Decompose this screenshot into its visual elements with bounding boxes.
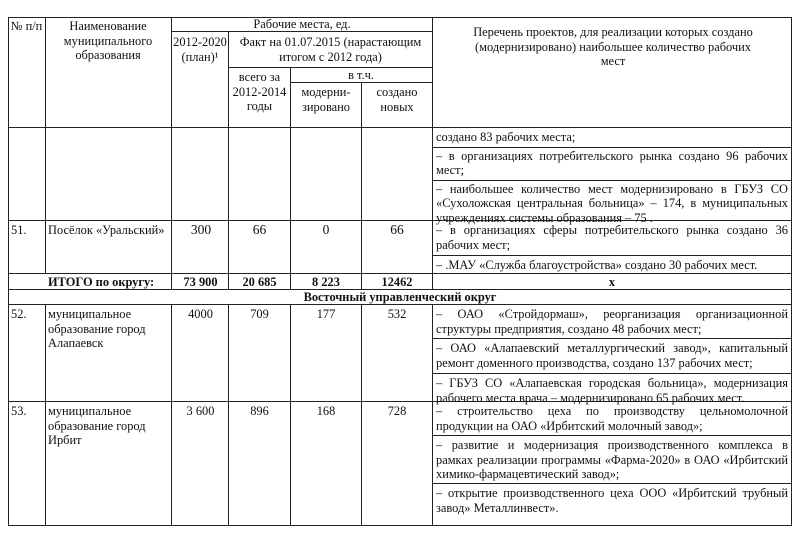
col-line-num-b <box>45 304 46 526</box>
total-created: 12462 <box>381 275 413 289</box>
header-fact: Факт на 01.07.2015 (нарастающим итогом с 2012 года) <box>239 35 422 64</box>
rule-total-top <box>8 273 792 274</box>
row52-project-2: – ОАО «Алапаевский металлургический завод», капитальный ремонт доменного производства, создано 137 рабочих мест; <box>436 341 788 370</box>
col-line-name-b <box>171 304 172 526</box>
jobs-table <box>8 17 792 526</box>
cont-line-1: создано 83 рабочих места; <box>436 130 576 144</box>
row52-created: 532 <box>387 307 407 321</box>
row53-name: муниципальное образование город Ирбит <box>48 404 146 447</box>
col-line-total <box>290 67 291 289</box>
total-total: 20 685 <box>242 275 277 289</box>
rule-row51-sub <box>432 255 792 256</box>
row52-num: 52. <box>11 307 27 321</box>
row51-num: 51. <box>11 223 27 237</box>
header-created: создано новых <box>376 85 418 114</box>
rule-row53-b <box>432 483 792 484</box>
col-line-total-b <box>290 304 291 526</box>
header-jobs-units: Рабочие места, ед. <box>253 17 351 31</box>
col-line-created-b <box>432 304 433 526</box>
header-incl: в т.ч. <box>348 68 374 82</box>
header-projects: Перечень проектов, для реализации которых создано (модернизировано) наибольшее количество рабочих мест <box>473 25 753 68</box>
row52-modernized: 177 <box>316 307 336 321</box>
total-modernized: 8 223 <box>312 275 340 289</box>
rule-row52-b <box>432 373 792 374</box>
total-label: ИТОГО по округу: <box>48 275 155 289</box>
header-modernized: модерни-зировано <box>301 85 351 114</box>
col-line-mod <box>361 82 362 289</box>
cont-projects <box>436 130 788 225</box>
total-x: x <box>608 275 616 289</box>
row52-project-3: – ГБУЗ СО «Алапаевская городская больница», модернизация рабочего места врача – модернизировано 65 рабочих мест. <box>436 376 788 405</box>
row53-project-2: – развитие и модернизация производственного комплекса в рамках реализации программы «Фарма-2020» в ОАО «Ирбитский химико-фармацевтический завод»; <box>436 438 788 481</box>
district-title: Восточный управленческий округ <box>303 290 497 304</box>
cont-line-3: – наибольшее количество мест модернизировано в ГБУЗ СО «Сухоложская центральная больница» – 174, в муниципальных учреждениях системы образования – 75 . <box>432 180 792 226</box>
row51-project-1: – в организациях сферы потребительского рынка создано 36 рабочих мест; <box>436 223 788 252</box>
row51-name: Посёлок «Уральский» <box>48 223 165 237</box>
total-plan: 73 900 <box>183 275 218 289</box>
col-line-plan <box>228 31 229 289</box>
row53-modernized: 168 <box>316 404 336 418</box>
col-line-mod-b <box>361 304 362 526</box>
row51-total: 66 <box>252 222 267 237</box>
col-line-num <box>45 17 46 273</box>
row52-project-1: – ОАО «Стройдормаш», реорганизация организационной структуры предприятия, создано 48 рабочих мест; <box>436 307 788 336</box>
header-municipality: Наименование муниципального образования <box>63 19 153 62</box>
row53-created: 728 <box>387 404 407 418</box>
col-line-right <box>791 17 792 526</box>
row53-num: 53. <box>11 404 27 418</box>
row51-project-2: – .МАУ «Служба благоустройства» создано 30 рабочих мест. <box>436 258 758 272</box>
row52-plan: 4000 <box>188 307 213 321</box>
row52-total: 709 <box>250 307 269 321</box>
row53-project-1: – строительство цеха по производству цельномолочной продукции на ОАО «Ирбитский молочный завод»; <box>436 404 788 433</box>
cont-line-2: – в организациях потребительского рынка создано 96 рабочих мест; <box>432 147 792 178</box>
row53-total: 896 <box>250 404 269 418</box>
rule-bottom <box>8 525 792 526</box>
rule-row53-a <box>432 435 792 436</box>
col-line-left <box>8 17 9 526</box>
row51-created: 66 <box>390 222 404 237</box>
row51-plan: 300 <box>190 222 212 237</box>
header-plan: 2012-2020 (план)¹ <box>173 35 227 64</box>
col-line-name <box>171 17 172 289</box>
col-line-plan-b <box>228 304 229 526</box>
row53-plan: 3 600 <box>186 404 215 418</box>
row53-project-3: – открытие производственного цеха ООО «Ирбитский трубный завод» Металлинвест». <box>436 486 788 515</box>
row51-modernized: 0 <box>322 222 330 237</box>
header-num: № п/п <box>10 19 43 33</box>
row52-name: муниципальное образование город Алапаевск <box>48 307 146 350</box>
rule-row52-a <box>432 338 792 339</box>
rule-header-bottom <box>8 127 792 128</box>
header-total: всего за 2012-2014 годы <box>232 70 287 113</box>
